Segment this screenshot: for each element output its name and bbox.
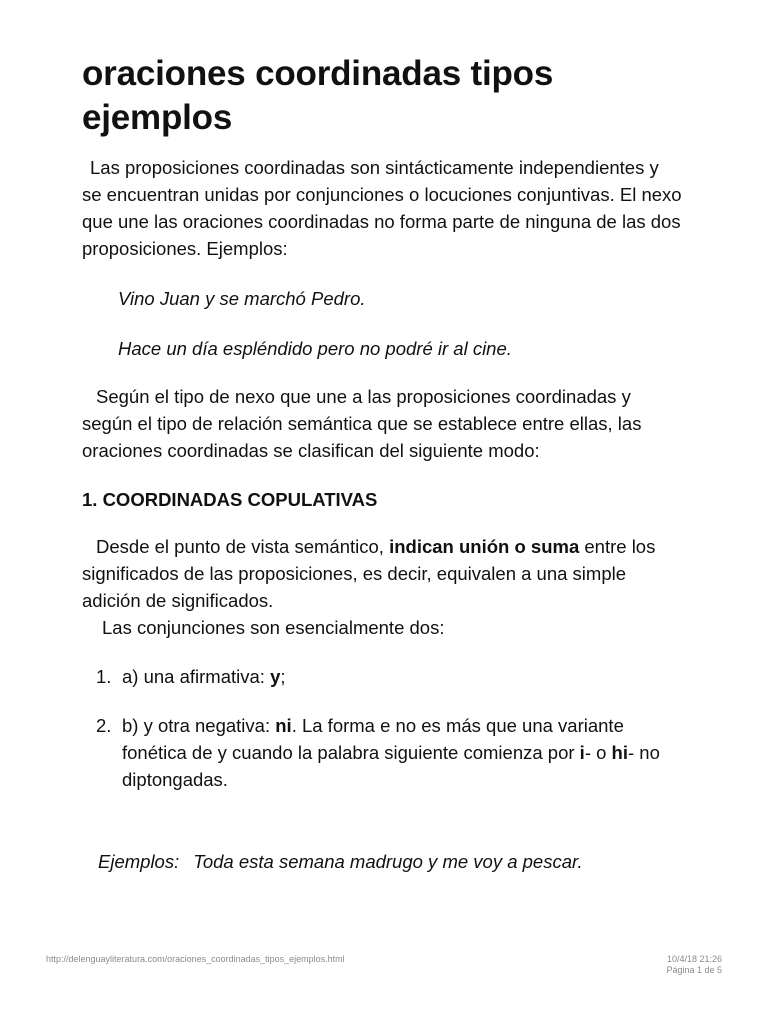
prefix-i: i <box>579 742 585 763</box>
examples-sentence: Toda esta semana madrugo y me voy a pescar. <box>193 851 583 872</box>
list-number: 1. <box>96 666 112 687</box>
conjunction-y: y <box>270 666 281 687</box>
list-text: - o <box>584 742 612 763</box>
description-paragraph <box>82 533 682 614</box>
footer-page-number: Página 1 de 5 <box>666 965 722 975</box>
footer-meta <box>666 954 722 976</box>
examples-label: Ejemplos: <box>98 851 180 872</box>
list-number: 2. <box>96 715 112 736</box>
prefix-hi: hi <box>611 742 628 763</box>
examples-line <box>82 848 682 875</box>
intro-paragraph: Las proposiciones coordinadas son sintácticamente independientes y se encuentran unidas por conjunciones o locuciones conjuntivas. El nexo que une las oraciones coordinadas no forma parte de ninguna de las dos proposiciones. Ejemplos: <box>82 157 682 259</box>
list-text: ; <box>280 666 286 687</box>
description-text-end: entre los significados de las proposiciones, es decir, equivalen a una simple adición de significados. <box>82 536 656 611</box>
description-text-start: Desde el punto de vista semántico, <box>96 536 390 557</box>
list-item <box>82 663 682 690</box>
example-2: Hace un día espléndido pero no podré ir al cine. <box>118 338 512 359</box>
list-text: - no diptongadas. <box>122 742 660 790</box>
list-text: a) una afirmativa: <box>122 666 271 687</box>
conjunction-list <box>82 663 682 793</box>
description-emphasis: indican unión o suma <box>389 536 580 557</box>
classification-paragraph: Según el tipo de nexo que une a las proposiciones coordinadas y según el tipo de relación semántica que se establece entre ellas, las oraciones coordinadas se clasifican del siguiente modo: <box>82 386 642 461</box>
list-item <box>82 712 682 793</box>
list-text: . La forma e no es más que una variante fonética de y cuando la palabra siguiente comienza por <box>122 715 624 763</box>
document-body <box>82 52 682 875</box>
footer-datetime: 10/4/18 21:26 <box>666 954 722 964</box>
conjunction-ni: ni <box>275 715 292 736</box>
section-heading: 1. COORDINADAS COPULATIVAS <box>82 489 378 510</box>
conjunctions-intro: Las conjunciones son esencialmente dos: <box>102 617 445 638</box>
list-text: b) y otra negativa: <box>122 715 276 736</box>
page-title: oraciones coordinadas tipos ejemplos <box>82 54 554 137</box>
footer-url: http://delenguayliteratura.com/oraciones_coordinadas_tipos_ejemplos.html <box>46 954 345 964</box>
example-1: Vino Juan y se marchó Pedro. <box>118 288 366 309</box>
